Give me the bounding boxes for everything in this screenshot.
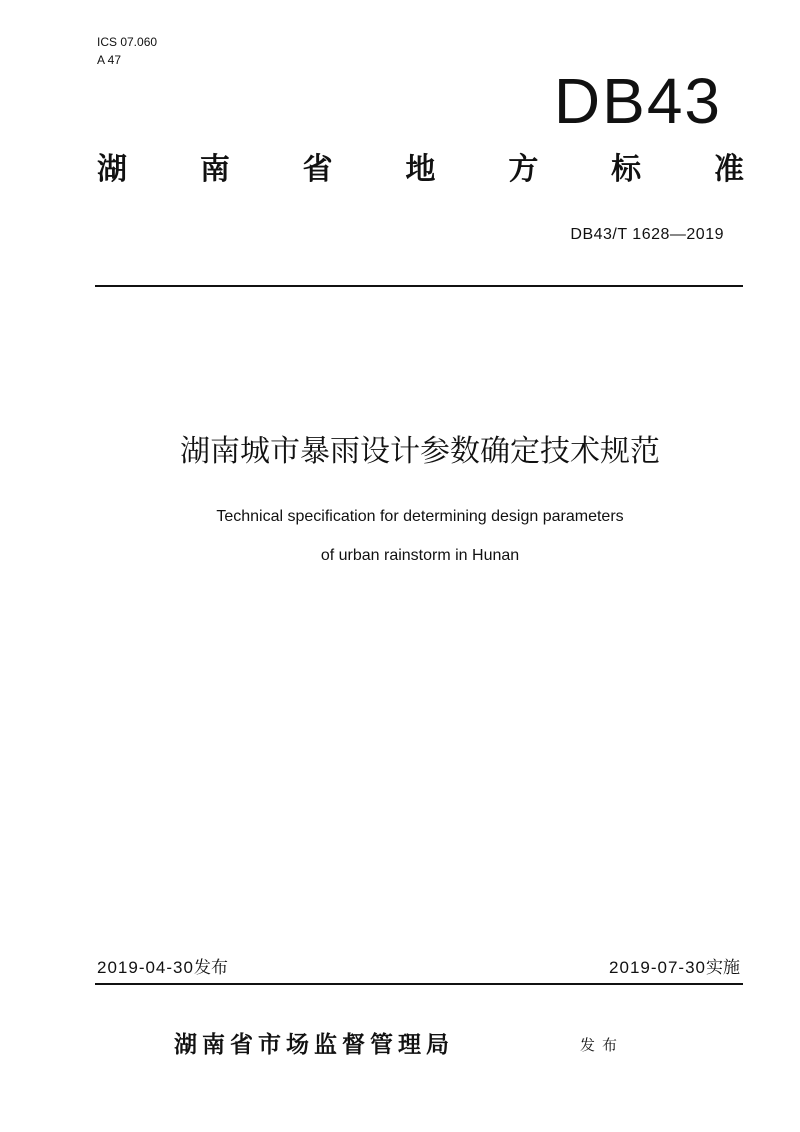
standard-type-heading <box>97 148 744 192</box>
issuing-authority: 湖南省市场监督管理局 <box>174 1032 454 1058</box>
implement-date-value: 2019-07-30 <box>609 958 706 977</box>
standard-type-char: 地 <box>405 152 436 187</box>
standard-type-char: 湖 <box>97 152 127 187</box>
issue-label: 发布 <box>580 1036 625 1054</box>
document-title-cn: 湖南城市暴雨设计参数确定技术规范 <box>180 434 660 469</box>
document-title-en-line2: of urban rainstorm in Hunan <box>320 547 520 564</box>
ics-code: ICS 07.060 <box>97 35 158 49</box>
standard-type-char: 南 <box>199 152 230 187</box>
publish-label: 发布 <box>193 958 228 978</box>
standard-number: DB43/T 1628—2019 <box>570 226 724 243</box>
standard-type-char: 方 <box>508 152 539 187</box>
ics-code-block <box>97 33 157 69</box>
category-code: A 47 <box>97 53 122 67</box>
header-divider <box>95 285 743 287</box>
implement-label: 实施 <box>706 958 740 978</box>
footer-divider <box>95 983 743 985</box>
implement-date <box>609 956 740 980</box>
standard-type-char: 标 <box>611 152 642 187</box>
standard-mark: DB43 <box>553 65 722 137</box>
publish-date-value: 2019-04-30 <box>97 958 194 977</box>
publish-date <box>97 956 228 980</box>
document-title-en-line1: Technical specification for determining design parameters <box>216 508 624 525</box>
standard-type-char: 省 <box>302 152 333 187</box>
standard-type-char: 准 <box>713 152 744 187</box>
